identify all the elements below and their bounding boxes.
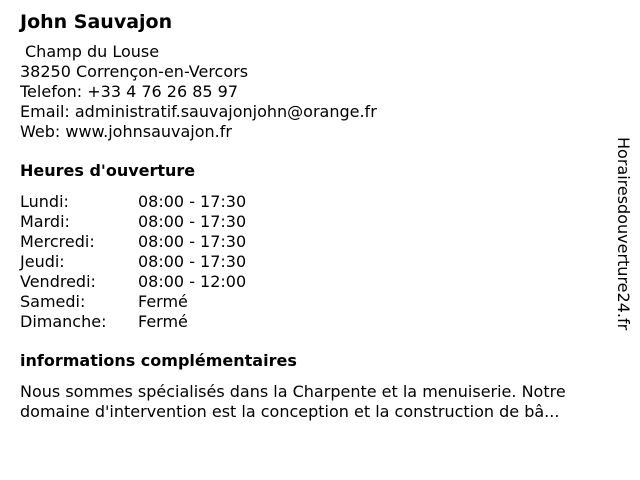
hours-day: Dimanche:: [20, 312, 107, 331]
hours-row-thursday: [20, 252, 605, 272]
additional-info-heading: informations complémentaires: [20, 351, 297, 370]
opening-hours-heading: Heures d'ouverture: [20, 161, 196, 180]
hours-time: Fermé: [138, 292, 188, 311]
hours-day: Vendredi:: [20, 272, 96, 291]
hours-time: 08:00 - 17:30: [138, 212, 247, 231]
email-line[interactable]: Email: administratif.sauvajonjohn@orange.fr: [20, 102, 377, 121]
hours-time: 08:00 - 17:30: [138, 232, 247, 251]
hours-row-sunday: [20, 312, 605, 332]
street-address: Champ du Louse: [25, 42, 160, 61]
city-address: 38250 Corrençon-en-Vercors: [20, 62, 249, 81]
hours-row-monday: [20, 192, 605, 212]
business-card: [20, 10, 605, 422]
hours-row-wednesday: [20, 232, 605, 252]
hours-time: 08:00 - 17:30: [138, 252, 247, 271]
hours-row-tuesday: [20, 212, 605, 232]
hours-day: Mardi:: [20, 212, 70, 231]
hours-day: Samedi:: [20, 292, 86, 311]
hours-row-friday: [20, 272, 605, 292]
hours-time: Fermé: [138, 312, 188, 331]
web-line[interactable]: Web: www.johnsauvajon.fr: [20, 122, 232, 141]
hours-day: Mercredi:: [20, 232, 95, 251]
hours-day: Lundi:: [20, 192, 69, 211]
additional-info-text: Nous sommes spécialisés dans la Charpente et la menuiserie. Notre domaine d'intervention est la conception et la construction de bâ...: [20, 382, 566, 421]
hours-time: 08:00 - 12:00: [138, 272, 247, 291]
phone-line[interactable]: Telefon: +33 4 76 26 85 97: [20, 82, 239, 101]
hours-row-saturday: [20, 292, 605, 312]
site-watermark-label[interactable]: Horairesdouverture24.fr: [614, 137, 633, 331]
hours-time: 08:00 - 17:30: [138, 192, 247, 211]
business-name: John Sauvajon: [20, 11, 173, 33]
opening-hours-table: [20, 192, 605, 332]
hours-day: Jeudi:: [20, 252, 65, 271]
